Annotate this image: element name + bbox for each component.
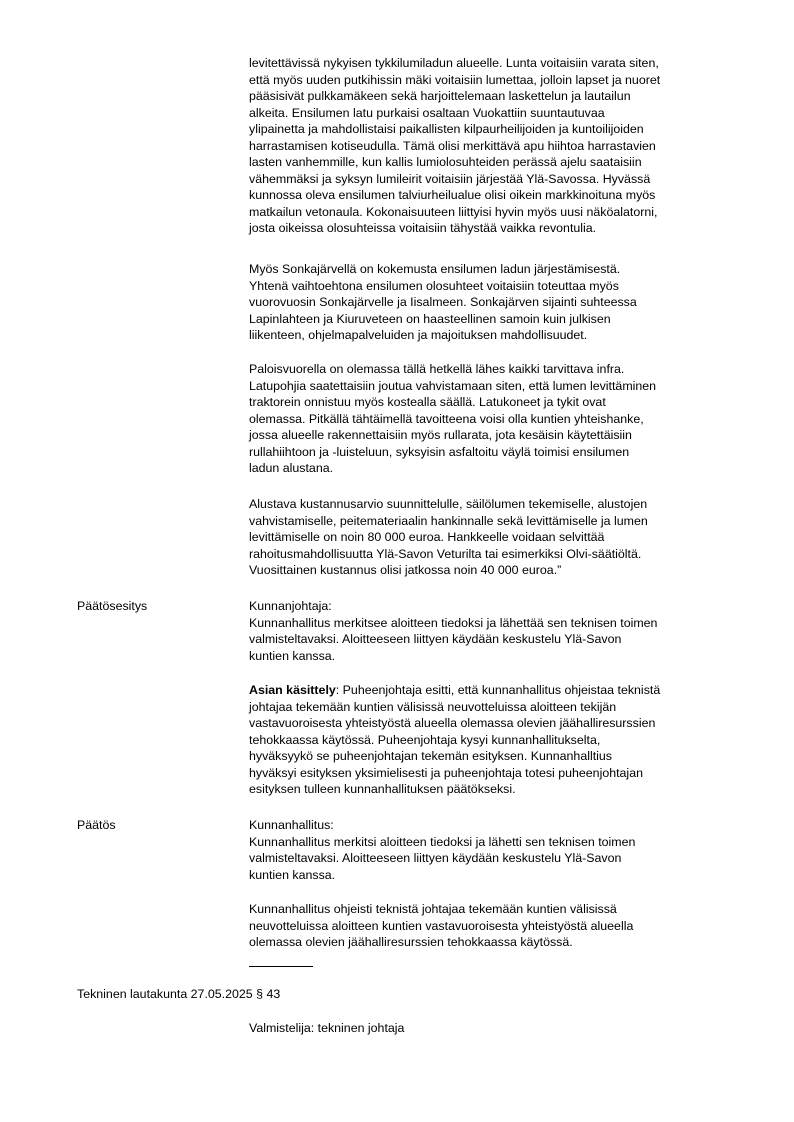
text-line: Kunnanjohtaja:: [249, 599, 332, 613]
paragraph-decision-2: [249, 901, 749, 951]
text-line: kuntien kanssa.: [249, 648, 336, 663]
text-line: Kunnanhallitus merkitsee aloitteen tiedoksi ja lähettää sen teknisen toimen: [249, 615, 658, 630]
text-line: Kunnanhallitus:: [249, 818, 334, 832]
text-line: hyväksyi esityksen yksimielisesti ja puheenjohtaja totesi puheenjohtajan: [249, 765, 643, 780]
text-line: esityksen tulleen kunnanhallituksen päätökseksi.: [249, 782, 516, 796]
text-line: valmisteltavaksi. Aloitteeseen liittyen käydään keskustelu Ylä-Savon: [249, 851, 622, 865]
text-line: josta oikeissa olosuhteissa voitaisiin tähystää vaikka revontulia.: [249, 221, 597, 235]
text-line: Latupohjia saatettaisiin joutua vahvistamaan siten, että lumen levittäminen: [249, 378, 657, 393]
text-line: kunnossa oleva ensilumen talviurheilualue olisi oikein markkinoituna myös: [249, 188, 656, 202]
text-line: rullahiihtoon ja -luisteluun, syksyisin asfaltoitu väylä toimisi ensilumen: [249, 444, 630, 459]
text-line: levitettävissä nykyisen tykkilumiladun alueelle. Lunta voitaisiin varata siten,: [249, 56, 659, 70]
text-line: pääsisivät pulkkamäkeen sekä harjoittelemaan laskettelun ja lautailun: [249, 89, 631, 103]
paragraph-intro: [249, 55, 749, 237]
text-line: hyväksyykö se puheenjohtajan tekemän esityksen. Kunnanhalltius: [249, 749, 612, 763]
text-line: vastavuoroisesta yhteistyöstä alueella olemassa olevien jäähalliresurssien: [249, 716, 656, 730]
handling-lead: Asian käsittely: [249, 683, 336, 697]
text-line: Lapinlahteen ja Kiuruveteen on haasteellinen samoin kuin julkisen: [249, 311, 611, 326]
text-line: valmisteltavaksi. Aloitteeseen liittyen käydään keskustelu Ylä-Savon: [249, 632, 622, 646]
text-line: johtajaa tekemään kuntien välisissä neuvotteluissa aloitteen tekijän: [249, 699, 617, 714]
paragraph-handling: [249, 682, 749, 798]
paragraph-decision: [249, 817, 749, 883]
paragraph-preparer: [249, 1020, 749, 1037]
text-line: Kunnanhallitus merkitsi aloitteen tiedoksi ja lähetti sen teknisen toimen: [249, 834, 636, 849]
paragraph-sonkajarvi: [249, 261, 749, 344]
text-line: Alustava kustannusarvio suunnittelulle, säilölumen tekemiselle, alustojen: [249, 497, 648, 511]
text-line: harrastamisen kotiseudulla. Tämä olisi merkittävä apu hiihtoa harrastavien: [249, 138, 656, 153]
text-line: Paloisvuorella on olemassa tällä hetkellä lähes kaikki tarvittava infra.: [249, 362, 625, 376]
text-line: vähemmäksi ja syksyn lumileirit voitaisiin järjestää Ylä-Savossa. Hyvässä: [249, 171, 651, 186]
text-line: levittämiselle on noin 80 000 euroa. Hankkeelle voidaan selvittää: [249, 530, 605, 544]
text-line: tehokkaassa käytössä. Puheenjohtaja kysyi kunnanhallitukselta,: [249, 732, 601, 747]
text-line: alkeita. Ensilumen latu purkaisi osaltaan Vuokattiin suuntautuvaa: [249, 105, 605, 120]
handling-first-line: : Puheenjohtaja esitti, että kunnanhallitus ohjeistaa teknistä: [335, 683, 661, 697]
text-line: jossa alueelle rakennettaisiin myös rullarata, jota kesäisin käytettäisiin: [249, 428, 632, 442]
text-line: että myös uuden putkihissin mäki voitaisiin lumettaa, jolloin lapset ja nuoret: [249, 72, 661, 87]
paragraph-paloisvuori: [249, 361, 749, 477]
separator-line: [249, 966, 313, 967]
text-line: rahoitusmahdollisuutta Ylä-Savon Veturilta tai esimerkiksi Olvi-säätiöltä.: [249, 546, 642, 561]
text-line: Vuosittainen kustannus olisi jatkossa noin 40 000 euroa.”: [249, 563, 562, 577]
text-line: vuorovuosin Sonkajärvelle ja Iisalmeen. Sonkajärven sijainti suhteessa: [249, 295, 637, 309]
text-line: Kunnanhallitus ohjeisti teknistä johtajaa tekemään kuntien välisissä: [249, 902, 617, 916]
text-line: lasten vanhemmille, kun kallis lumiolosuhteiden perässä ajelu saataisiin: [249, 155, 642, 169]
text-line: neuvotteluissa aloitteen kuntien vastavuoroisesta yhteistyöstä alueella: [249, 918, 634, 933]
text-line: vahvistamiselle, peitemateriaalin hankinnalle sekä levittämiselle ja lumen: [249, 513, 648, 528]
text-line: liikenteen, ohjelmapalveluiden ja majoituksen mahdollisuudet.: [249, 328, 588, 342]
text-line: kuntien kanssa.: [249, 867, 336, 882]
section-label-proposal: Päätösesitys: [77, 599, 148, 613]
text-line: olemassa olevien jäähalliresurssien tehokkaassa käytössä.: [249, 935, 573, 949]
text-line: olemassa. Pitkällä tähtäimellä tavoitteena voisi olla kuntien yhteishanke,: [249, 411, 644, 426]
preparer-line: Valmistelija: tekninen johtaja: [249, 1021, 405, 1035]
text-line: Yhtenä vaihtoehtona ensilumen olosuhteet voitaisiin toteuttaa myös: [249, 278, 619, 293]
text-line: traktorein onnistuu myös kostealla säällä. Latukoneet ja tykit ovat: [249, 395, 606, 409]
board-heading: Tekninen lautakunta 27.05.2025 § 43: [77, 987, 281, 1001]
text-line: ylipainetta ja mahdollistaisi paikallisten kilpaurheilijoiden ja kuntoilijoiden: [249, 122, 644, 136]
text-line: ladun alustana.: [249, 461, 334, 475]
text-line: matkailun vetonaula. Kokonaisuuteen liittyisi hyvin myös uusi näköalatorni,: [249, 204, 658, 219]
section-label-decision: Päätös: [77, 818, 116, 832]
paragraph-proposal: [249, 598, 749, 664]
text-line: Myös Sonkajärvellä on kokemusta ensilumen ladun järjestämisestä.: [249, 262, 621, 276]
paragraph-cost-estimate: [249, 496, 749, 579]
text-line: [249, 682, 749, 699]
